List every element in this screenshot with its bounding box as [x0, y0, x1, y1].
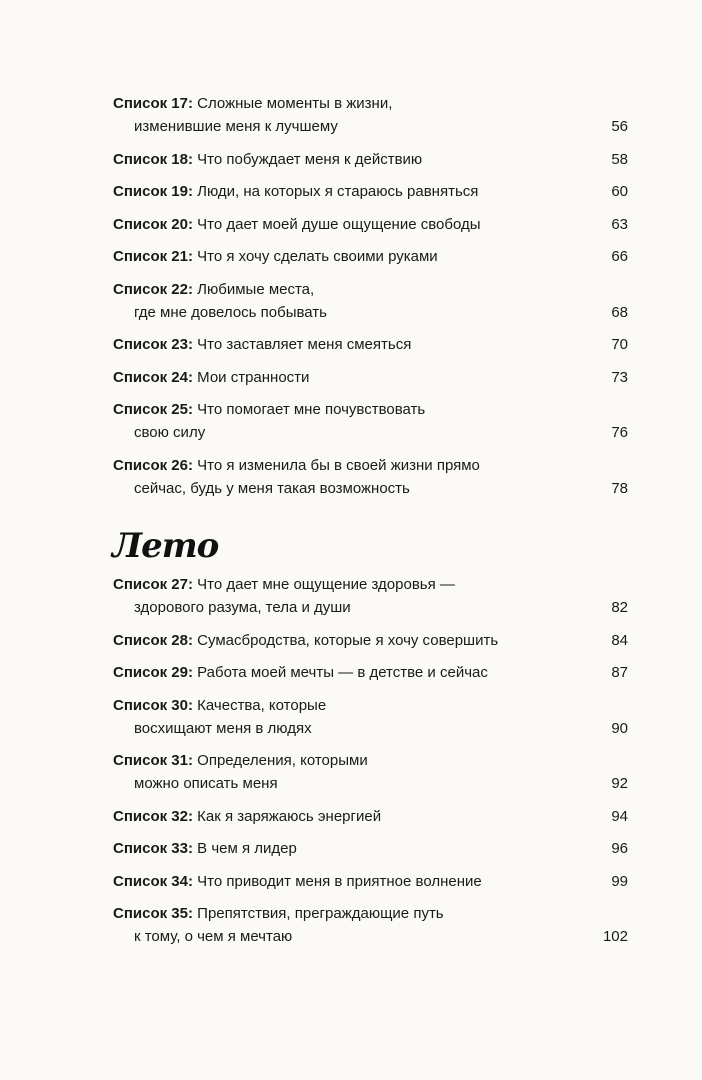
toc-entry-title: Что побуждает меня к действию: [197, 150, 423, 168]
toc-entry-first-line: [113, 870, 630, 893]
toc-entry: [113, 837, 630, 860]
toc-entry: [113, 870, 630, 893]
toc-entry-first-line: [113, 398, 630, 421]
toc-entry-first-line: [113, 573, 630, 596]
toc-entry-title: Любимые места,: [197, 280, 315, 298]
toc-entry-label: Список 24:: [113, 368, 193, 386]
toc-entry-label: Список 27:: [113, 576, 193, 593]
toc-entry-title: В чем я лидер: [197, 840, 297, 857]
toc-entry: [113, 333, 630, 356]
toc-section-one: [113, 92, 630, 509]
toc-entry-title: Что дает моей душе ощущение свободы: [197, 215, 481, 233]
toc-entry-first-line: [113, 694, 630, 717]
toc-entry-title: Что помогает мне почувствовать: [197, 401, 426, 418]
toc-entry-page-number: 84: [611, 631, 628, 649]
toc-entry-title: восхищают меня в людях: [134, 719, 312, 737]
toc-entry-page-number: 56: [611, 118, 628, 135]
toc-entry-title: Определения, которыми: [197, 752, 368, 769]
toc-entry-title: к тому, о чем я мечтаю: [134, 928, 293, 945]
toc-entry: [113, 213, 630, 236]
toc-entry-page-number: 90: [611, 719, 628, 737]
toc-entry-first-line: [113, 837, 630, 860]
toc-entry-first-line: [113, 245, 630, 268]
toc-entry-title: свою силу: [134, 424, 206, 441]
toc-entry-first-line: [113, 180, 630, 203]
toc-entry-page-number: 73: [611, 368, 628, 386]
toc-entry: [113, 245, 630, 268]
toc-entry-label: Список 21:: [113, 248, 193, 265]
toc-entry-first-line: [113, 805, 630, 828]
toc-entry: [113, 661, 630, 684]
toc-entry-title: Что я изменила бы в своей жизни прямо: [197, 456, 480, 474]
toc-entry-continuation-line: [113, 301, 630, 324]
toc-entry-first-line: [113, 749, 630, 772]
section-heading-summer: Лето: [112, 526, 219, 566]
toc-entry-label: Список 35:: [113, 905, 193, 922]
toc-entry: [113, 92, 630, 138]
toc-entry-title: Качества, которые: [197, 696, 327, 714]
toc-entry-title: Сложные моменты в жизни,: [197, 95, 393, 112]
toc-entry-label: Список 18:: [113, 150, 193, 168]
toc-entry: [113, 278, 630, 324]
toc-entry-title: Что приводит меня в приятное волнение: [197, 872, 482, 890]
toc-entry-page-number: 58: [611, 150, 628, 168]
toc-entry: [113, 805, 630, 828]
toc-entry: [113, 573, 630, 619]
toc-entry-title: Люди, на которых я стараюсь равняться: [197, 183, 479, 200]
toc-entry-first-line: [113, 213, 630, 236]
toc-entry-label: Список 30:: [113, 696, 193, 714]
toc-entry-title: где мне довелось побывать: [134, 303, 327, 321]
toc-entry-first-line: [113, 902, 630, 925]
toc-section-two: [113, 573, 630, 958]
toc-entry-first-line: [113, 661, 630, 684]
toc-entry: [113, 398, 630, 444]
toc-entry-continuation-line: [113, 421, 630, 444]
toc-entry-title: здорового разума, тела и души: [134, 599, 351, 616]
toc-entry-page-number: 92: [611, 775, 628, 792]
toc-entry: [113, 629, 630, 652]
toc-entry-continuation-line: [113, 115, 630, 138]
toc-entry-page-number: 99: [611, 872, 628, 890]
toc-entry-label: Список 19:: [113, 183, 193, 200]
toc-entry-label: Список 34:: [113, 872, 193, 890]
toc-entry-continuation-line: [113, 717, 630, 740]
toc-entry-first-line: [113, 333, 630, 356]
toc-entry-label: Список 20:: [113, 215, 193, 233]
toc-entry-first-line: [113, 148, 630, 171]
toc-entry: [113, 148, 630, 171]
toc-entry-page-number: 63: [611, 215, 628, 233]
toc-entry-continuation-line: [113, 772, 630, 795]
toc-entry-page-number: 82: [611, 599, 628, 616]
toc-entry-first-line: [113, 629, 630, 652]
toc-entry-label: Список 32:: [113, 807, 193, 825]
toc-entry-page-number: 96: [611, 840, 628, 857]
toc-entry-label: Список 33:: [113, 840, 193, 857]
toc-entry-title: Что я хочу сделать своими руками: [197, 248, 438, 265]
toc-entry-page-number: 60: [611, 183, 628, 200]
toc-entry-page-number: 76: [611, 424, 628, 441]
toc-entry: [113, 454, 630, 500]
toc-entry-title: Мои странности: [197, 368, 310, 386]
toc-entry-continuation-line: [113, 596, 630, 619]
toc-entry-title: Сумасбродства, которые я хочу совершить: [197, 631, 499, 649]
toc-entry: [113, 749, 630, 795]
toc-entry-first-line: [113, 454, 630, 477]
toc-entry-page-number: 66: [611, 248, 628, 265]
toc-entry-title: изменившие меня к лучшему: [134, 118, 338, 135]
toc-entry-first-line: [113, 92, 630, 115]
toc-entry-first-line: [113, 366, 630, 389]
toc-entry-label: Список 29:: [113, 664, 193, 681]
toc-entry-continuation-line: [113, 925, 630, 948]
toc-entry: [113, 180, 630, 203]
toc-entry-title: Что дает мне ощущение здоровья —: [197, 576, 455, 593]
toc-entry-continuation-line: [113, 477, 630, 500]
toc-entry-label: Список 22:: [113, 280, 193, 298]
toc-entry-title: Препятствия, преграждающие путь: [197, 905, 444, 922]
toc-entry: [113, 366, 630, 389]
toc-entry-page-number: 94: [611, 807, 628, 825]
toc-entry-first-line: [113, 278, 630, 301]
toc-entry-label: Список 17:: [113, 95, 193, 112]
toc-entry-page-number: 102: [602, 928, 628, 945]
toc-entry-page-number: 68: [611, 303, 628, 321]
toc-entry-title: Как я заряжаюсь энергией: [197, 807, 382, 825]
toc-entry-label: Список 23:: [113, 336, 193, 353]
toc-entry-title: Работа моей мечты — в детстве и сейчас: [197, 664, 488, 681]
toc-entry-page-number: 87: [611, 664, 628, 681]
toc-entry-title: сейчас, будь у меня такая возможность: [134, 479, 410, 497]
toc-entry-label: Список 31:: [113, 752, 193, 769]
toc-entry-label: Список 25:: [113, 401, 193, 418]
toc-entry-title: можно описать меня: [134, 775, 278, 792]
toc-entry-label: Список 26:: [113, 456, 193, 474]
toc-entry-page-number: 70: [611, 336, 628, 353]
toc-entry: [113, 694, 630, 740]
toc-entry-page-number: 78: [611, 479, 628, 497]
toc-entry-label: Список 28:: [113, 631, 193, 649]
toc-entry-title: Что заставляет меня смеяться: [197, 336, 412, 353]
toc-entry: [113, 902, 630, 948]
